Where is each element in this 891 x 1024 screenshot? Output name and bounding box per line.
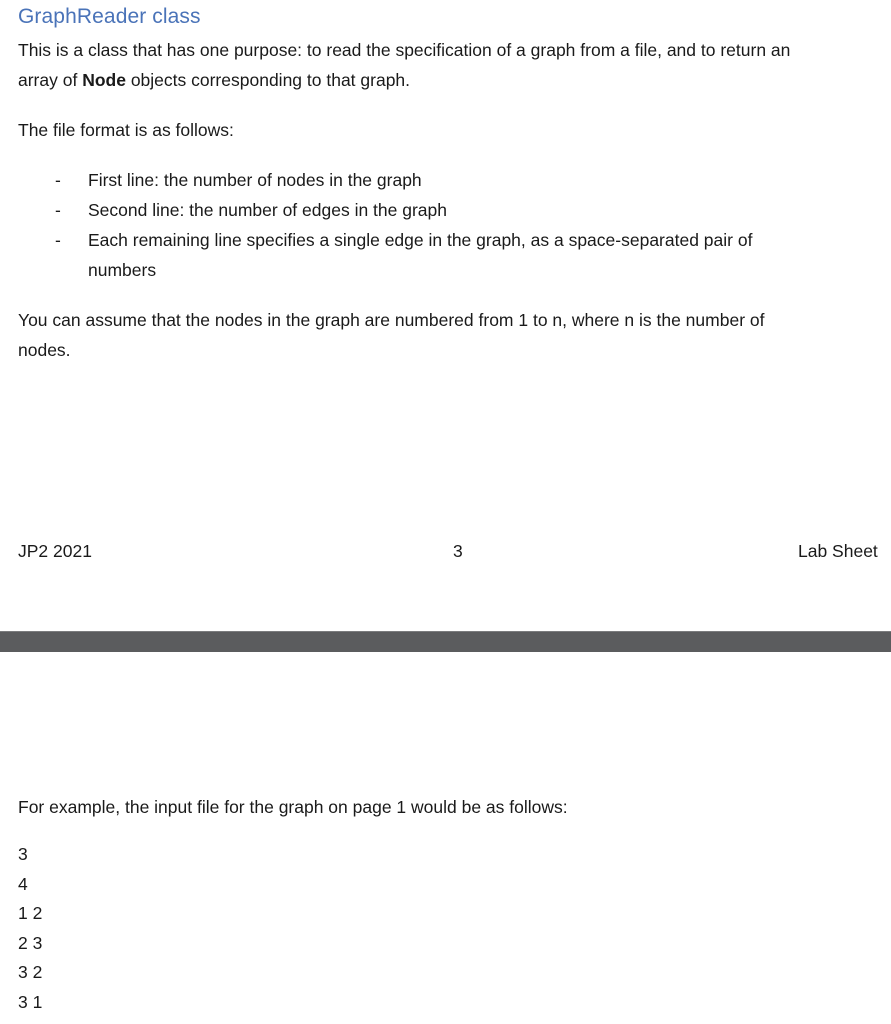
example-line: 3	[18, 844, 28, 864]
list-dash: -	[55, 230, 61, 250]
footer-page-number: 3	[453, 541, 463, 561]
example-line: 3 2	[18, 962, 43, 982]
node-class-name: Node	[82, 70, 126, 90]
assumption-paragraph-line-1: You can assume that the nodes in the graph are numbered from 1 to n, where n is the number of	[18, 310, 765, 330]
list-item-text-line-2: numbers	[88, 260, 157, 280]
intro-paragraph-line-1: This is a class that has one purpose: to read the specification of a graph from a file, and to return an	[18, 40, 791, 60]
document-page-4	[0, 652, 891, 1024]
list-item-text-line-1: Each remaining line specifies a single edge in the graph, as a space-separated pair of	[88, 230, 753, 250]
section-heading: GraphReader class	[18, 5, 201, 28]
example-line: 2 3	[18, 932, 43, 953]
assumption-paragraph-line-2: nodes.	[18, 340, 71, 360]
intro-paragraph-line-2	[18, 65, 410, 95]
page-separator	[0, 631, 891, 653]
footer-course-label: JP2 2021	[18, 541, 92, 561]
intro-text-suffix: objects corresponding to that graph.	[125, 70, 411, 90]
footer-lab-sheet-label: Lab Sheet	[798, 541, 878, 561]
example-line: 1 2	[18, 903, 43, 923]
example-line: 4	[18, 873, 28, 894]
list-item-text: First line: the number of nodes in the graph	[88, 170, 422, 190]
list-dash: -	[55, 200, 61, 220]
example-input-file	[18, 840, 42, 1017]
list-item-text: Second line: the number of edges in the graph	[88, 200, 447, 220]
example-intro: For example, the input file for the graph on page 1 would be as follows:	[18, 797, 568, 817]
example-line: 3 1	[18, 991, 43, 1012]
intro-text-prefix: array of	[18, 70, 83, 90]
list-dash: -	[55, 170, 61, 190]
file-format-intro: The file format is as follows:	[18, 120, 234, 140]
list-item-text	[88, 225, 752, 285]
